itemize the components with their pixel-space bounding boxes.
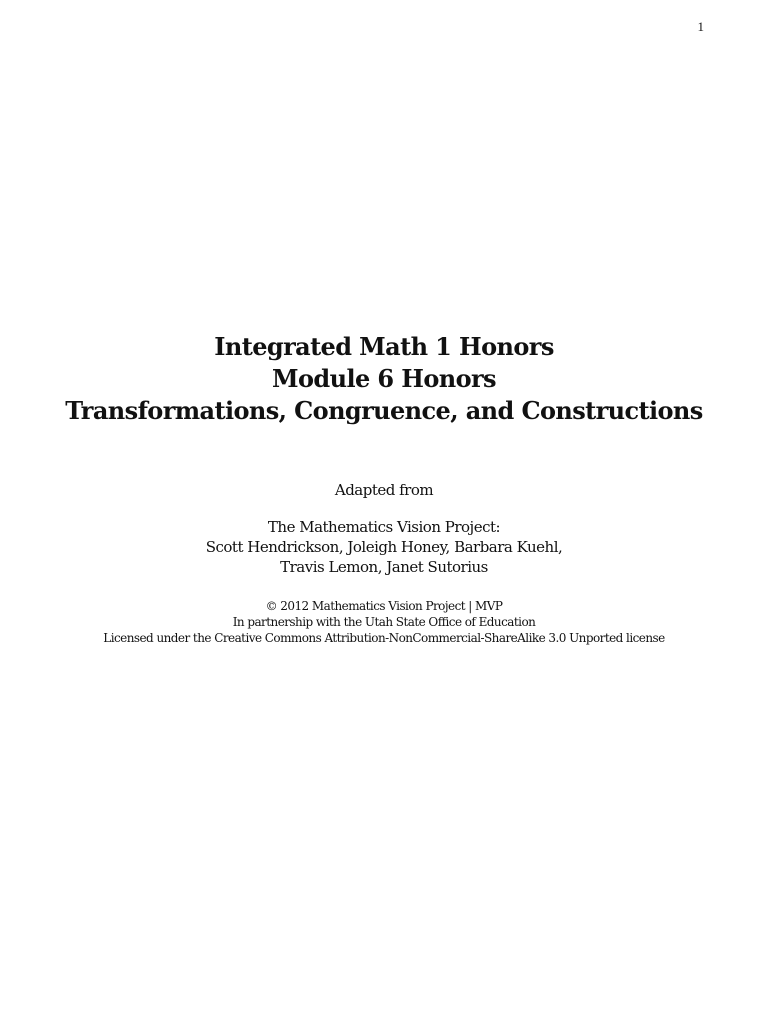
page-number: 1 — [697, 19, 704, 34]
project-name: The Mathematics Vision Project: — [267, 518, 501, 536]
authors-line: Scott Hendrickson, Joleigh Honey, Barbara Kuehl, — [205, 538, 563, 556]
adapted-from-label: Adapted from — [334, 481, 434, 499]
authors-line: Travis Lemon, Janet Sutorius — [280, 558, 488, 576]
partnership-notice: In partnership with the Utah State Office of Education — [232, 615, 536, 629]
course-title: Integrated Math 1 Honors — [214, 332, 554, 361]
credits-section — [0, 598, 768, 646]
attribution-section — [0, 480, 768, 577]
copyright-notice: © 2012 Mathematics Vision Project | MVP — [265, 599, 503, 613]
license-notice: Licensed under the Creative Commons Attribution-NonCommercial-ShareAlike 3.0 Unported license — [103, 631, 665, 645]
module-title: Module 6 Honors — [272, 364, 496, 393]
module-subtitle: Transformations, Congruence, and Constructions — [65, 396, 703, 425]
document-title — [0, 331, 768, 427]
project-authors — [0, 517, 768, 577]
